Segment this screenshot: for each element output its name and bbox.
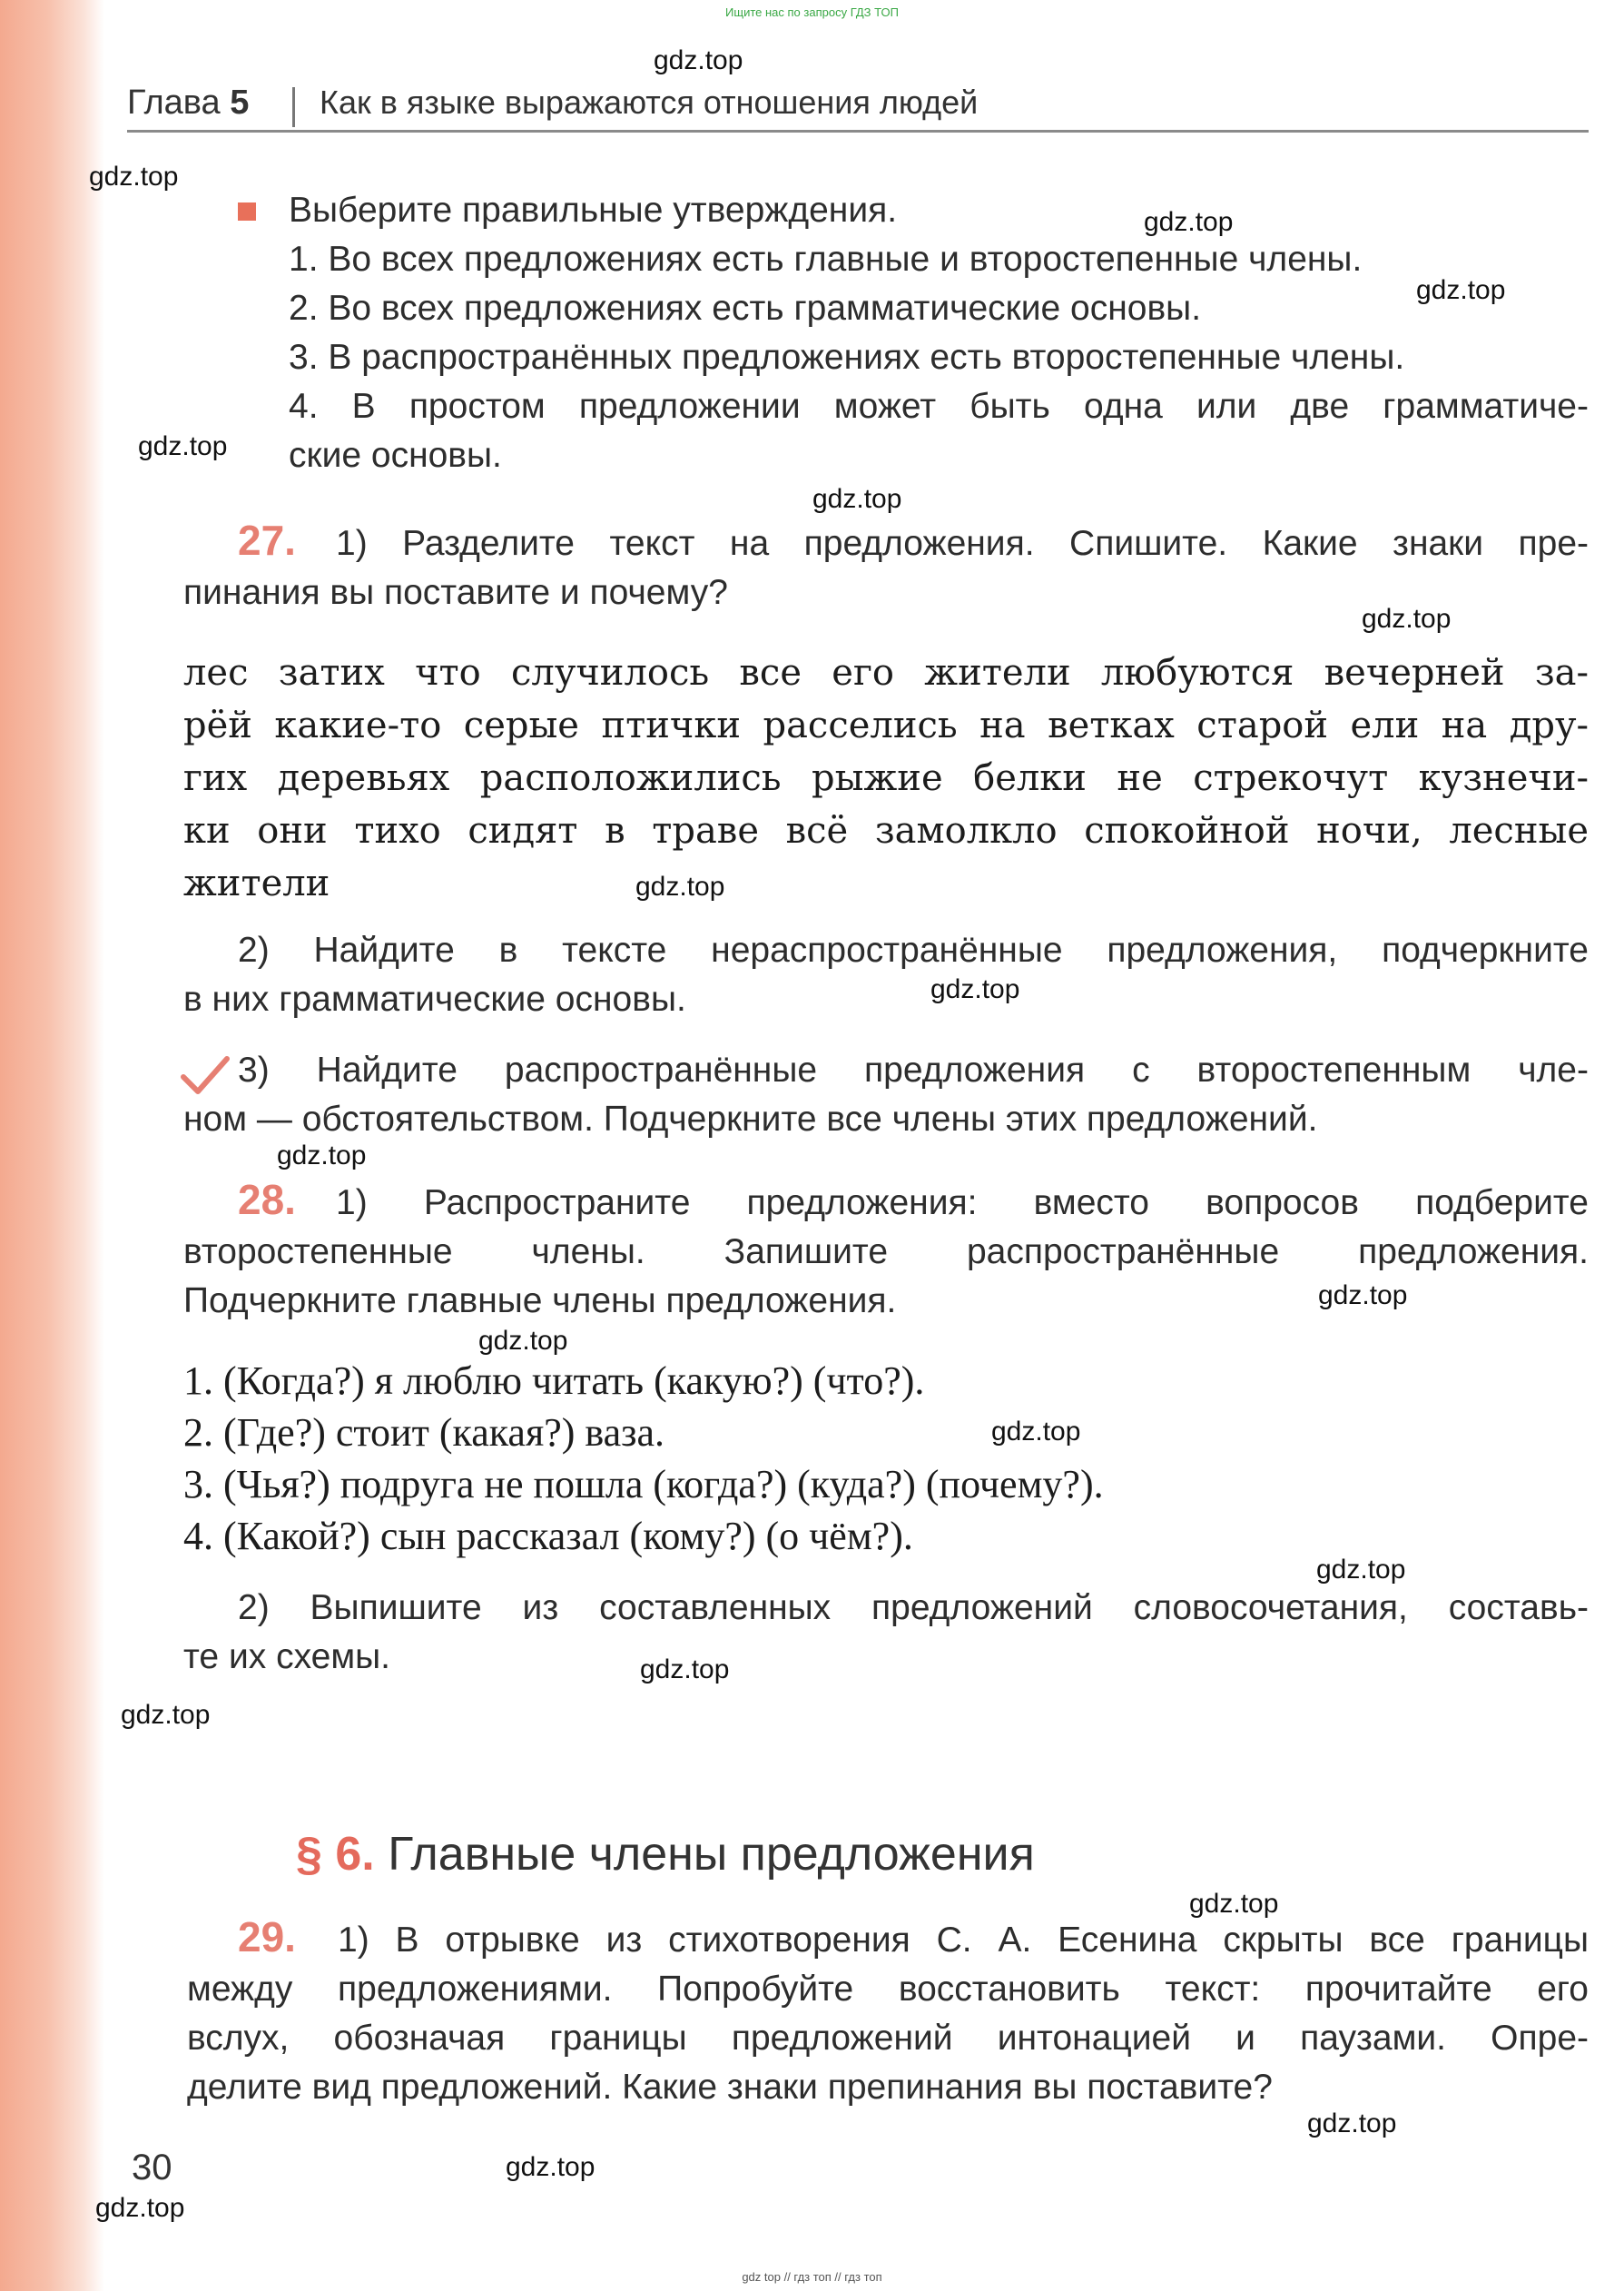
watermark: gdz.top [1189, 1889, 1279, 1919]
section-title: Главные члены предложения [388, 1828, 1035, 1881]
watermark: gdz.top [95, 2193, 185, 2223]
exercise-number-28: 28. [238, 1176, 296, 1223]
ex29-line: 1) В отрывке из стихотворения С. А. Есенина скрыты все границы [338, 1921, 1589, 1960]
watermark: gdz.top [991, 1417, 1081, 1447]
chapter-label-text: Глава [127, 84, 221, 122]
exercise-number-27: 27. [238, 517, 296, 564]
ex28-part1-line: 1) Распространите предложения: вместо вопросов подберите [336, 1183, 1589, 1222]
exercise-number-29: 29. [238, 1913, 296, 1960]
intro-item: 4. В простом предложении может быть одна или две грамматиче- [289, 387, 1589, 426]
intro-item: ские основы. [289, 436, 502, 475]
watermark: gdz.top [506, 2152, 595, 2182]
ex27-part1-line: пинания вы поставите и почему? [183, 573, 728, 612]
ex28-part1-line: второстепенные члены. Запишите распространённые предложения. [183, 1232, 1589, 1271]
ex27-part1-line: 1) Разделите текст на предложения. Спишите. Какие знаки пре- [336, 524, 1589, 563]
ex27-part2-line: в них грамматические основы. [183, 980, 686, 1019]
ex27-text-line: жители [183, 863, 330, 904]
ex28-list-item: 3. (Чья?) подруга не пошла (когда?) (куда?) (почему?). [183, 1462, 1104, 1506]
watermark: gdz.top [1318, 1280, 1408, 1310]
ex27-text-line: ки они тихо сидят в траве всё замолкло спокойной ночи, лесные [183, 810, 1589, 852]
intro-item: 1. Во всех предложениях есть главные и второстепенные члены. [289, 240, 1363, 279]
ex29-line: вслух, обозначая границы предложений интонацией и паузами. Опре- [187, 2019, 1589, 2058]
ex28-list-item: 1. (Когда?) я люблю читать (какую?) (что?). [183, 1358, 925, 1403]
ex27-part3-line: ном — обстоятельством. Подчеркните все члены этих предложений. [183, 1100, 1318, 1139]
watermark: gdz.top [635, 872, 725, 902]
watermark: gdz.top [930, 974, 1020, 1004]
chapter-number: 5 [230, 84, 250, 122]
watermark: gdz.top [89, 162, 179, 192]
ex28-list-item: 4. (Какой?) сын рассказал (кому?) (о чём?). [183, 1514, 913, 1558]
ex28-part2-line: 2) Выпишите из составленных предложений словосочетания, составь- [238, 1588, 1589, 1627]
watermark: gdz.top [1362, 604, 1452, 634]
top-note: Ищите нас по запросу ГДЗ ТОП [725, 5, 899, 19]
ex29-line: между предложениями. Попробуйте восстановить текст: прочитайте его [187, 1970, 1589, 2009]
ex28-part1-line: Подчеркните главные члены предложения. [183, 1281, 897, 1320]
page-edge [0, 0, 104, 2291]
section-sign: § 6. [296, 1828, 375, 1881]
watermark: gdz.top [1307, 2108, 1397, 2138]
ex27-text-line: гих деревьях расположились рыжие белки не стрекочут кузнечи- [183, 757, 1589, 799]
chapter-title: Как в языке выражаются отношения людей [320, 84, 979, 121]
watermark: gdz.top [478, 1326, 568, 1356]
watermark: gdz.top [1144, 207, 1234, 237]
watermark: gdz.top [1416, 275, 1506, 305]
ex28-part2-line: те их схемы. [183, 1637, 391, 1676]
intro-item: 2. Во всех предложениях есть грамматические основы. [289, 289, 1202, 328]
bullet-square-icon [238, 202, 256, 221]
watermark: gdz.top [654, 45, 743, 75]
watermark: gdz.top [121, 1700, 211, 1730]
ex29-line: делите вид предложений. Какие знаки препинания вы поставите? [187, 2068, 1273, 2107]
header-separator [292, 87, 295, 127]
watermark: gdz.top [812, 484, 902, 514]
intro-item: 3. В распространённых предложениях есть второстепенные члены. [289, 338, 1405, 377]
section-heading [296, 1827, 1035, 1881]
watermark: gdz.top [138, 431, 228, 461]
watermark: gdz.top [1316, 1555, 1406, 1585]
watermark: gdz.top [640, 1654, 730, 1684]
intro-prompt: Выберите правильные утверждения. [289, 191, 898, 230]
ex27-part2-line: 2) Найдите в тексте нераспространённые предложения, подчеркните [238, 931, 1589, 970]
checkmark-icon [178, 1053, 232, 1099]
page-number: 30 [132, 2148, 172, 2187]
chapter-label [127, 84, 249, 123]
bottom-note: gdz top // гдз топ // гдз топ [742, 2270, 882, 2284]
page-header [127, 80, 1589, 133]
ex28-list-item: 2. (Где?) стоит (какая?) ваза. [183, 1410, 665, 1455]
ex27-text-line: лес затих что случилось все его жители любуются вечерней за- [183, 652, 1589, 694]
ex27-text-line: рёй какие-то серые птички расселись на ветках старой ели на дру- [183, 705, 1589, 746]
header-rule [127, 130, 1589, 133]
watermark: gdz.top [277, 1141, 367, 1170]
ex27-part3-line: 3) Найдите распространённые предложения с второстепенным чле- [238, 1051, 1589, 1090]
